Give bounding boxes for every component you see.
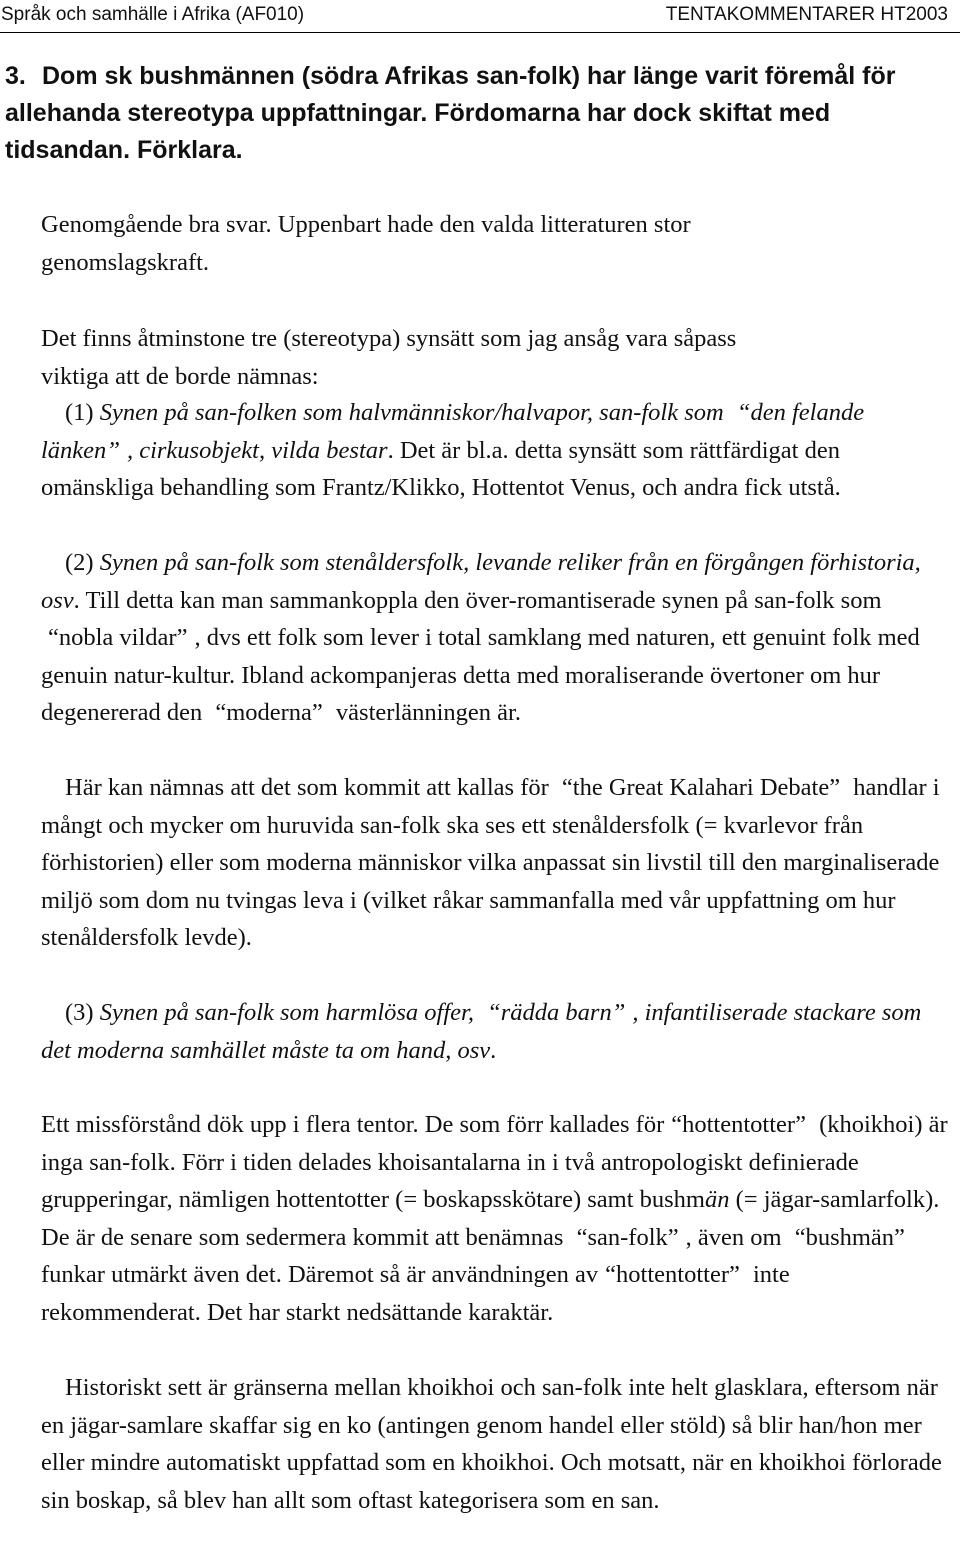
misunderstanding-quoted-a: “hottentotter” — [671, 1111, 806, 1138]
view-1-number: (1) — [65, 399, 94, 426]
intro-line-2: genomslagskraft. — [41, 248, 210, 276]
historical-paragraph — [41, 1369, 953, 1519]
view-1-quoted: “den felande länken” — [41, 399, 865, 464]
view-2-italic: Synen på san-folk som stenåldersfolk, levande reliker från en förgången förhistoria, osv — [41, 549, 921, 614]
question-line-2: allehanda stereotypa uppfattningar. Fördomarna har dock skiftat med — [5, 99, 831, 127]
misunderstanding-paragraph — [41, 1106, 953, 1331]
intro-paragraph — [41, 206, 953, 281]
view-2-paragraph — [41, 544, 953, 732]
view-3-italic-b: , infantiliserade stackare som det moderna samhället måste ta om hand, osv — [41, 999, 922, 1064]
historical-text: Historiskt sett är gränserna mellan khoikhoi och san-folk inte helt glasklara, eftersom när en jägar-samlare skaffar sig en ko (antingen genom handel eller stöld) så blir han/hon mer eller mindre automatiskt uppfattad som en khoikhoi. Och motsatt, när en khoikhoi förlorade sin boskap, så blev han allt som oftast kategorisera som en san. — [41, 1374, 942, 1514]
question-heading — [5, 58, 950, 169]
view-2-rest-a: . Till detta kan man sammankoppla den över-romantiserade synen på san-folk som — [73, 586, 882, 614]
kalahari-quoted: “the Great Kalahari Debate” — [561, 774, 841, 801]
view-1-italic-a: Synen på san-folken som halvmänniskor/halvapor, san-folk som — [99, 399, 724, 426]
misunderstanding-quoted-c: “bushmän” — [794, 1223, 905, 1251]
misunderstanding-text-c: (= jägar-samlarfolk). De är de senare som sedermera kommit att benämnas — [41, 1186, 940, 1251]
view-3-italic-a: Synen på san-folk som harmlösa offer, — [99, 999, 474, 1026]
page-header — [0, 0, 960, 33]
view-3-end: . — [490, 1036, 497, 1064]
view-1-paragraph — [41, 394, 953, 507]
question-number: 3. — [5, 62, 26, 90]
course-title: Språk och samhälle i Afrika (AF010) — [1, 4, 305, 25]
misunderstanding-text-a: Ett missförstånd dök upp i flera tentor. De som förr kallades för — [41, 1111, 665, 1138]
kalahari-text-b: handlar i mångt och mycker om huruvida san-folk ska ses ett stenåldersfolk (= kvarlevor från förhistorien) eller som moderna människor vilka anpassat sin livstil till den marginaliserade miljö som dom nu tvingas leva i (vilket råkar sammanfalla med vår uppfattning om hur stenåldersfolk levde). — [41, 774, 940, 951]
question-line-1: Dom sk bushmännen (södra Afrikas san-folk) har länge varit föremål för — [42, 62, 896, 90]
misunderstanding-text-e: funkar utmärkt även det. Däremot så är användningen av — [41, 1261, 599, 1288]
view-3-number: (3) — [65, 999, 94, 1026]
misunderstanding-text-f: inte rekommenderat. Det har starkt nedsättande karaktär. — [41, 1261, 790, 1326]
misunderstanding-italic-an: än — [704, 1186, 730, 1213]
views-intro-paragraph — [41, 320, 953, 395]
misunderstanding-text-d: , även om — [685, 1223, 782, 1251]
view-2-number: (2) — [65, 549, 94, 576]
kalahari-paragraph — [41, 769, 953, 957]
view-2-quoted-a: “nobla vildar” — [48, 624, 188, 651]
view-3-paragraph — [41, 994, 953, 1069]
misunderstanding-quoted-b: “san-folk” — [576, 1223, 679, 1251]
views-intro-line-1: Det finns åtminstone tre (stereotypa) synsätt som jag ansåg vara såpass — [41, 325, 737, 352]
view-3-quoted: “rädda barn” — [487, 999, 626, 1026]
document-title: TENTAKOMMENTARER HT2003 — [665, 4, 948, 25]
view-1-rest: . Det är bl.a. detta synsätt som rättfärdigat den omänskliga behandling som Frantz/Klikko, Hottentot Venus, och andra fick utstå. — [41, 436, 841, 501]
views-intro-line-2: viktiga att de borde nämnas: — [41, 362, 319, 390]
question-line-3: tidsandan. Förklara. — [5, 136, 243, 164]
kalahari-text-a: Här kan nämnas att det som kommit att kallas för — [65, 774, 549, 801]
misunderstanding-quoted-d: “hottentotter” — [605, 1261, 740, 1288]
view-1-italic-b: , cirkusobjekt, vilda bestar — [126, 436, 388, 464]
view-2-rest-c: västerlänningen är. — [335, 699, 521, 726]
intro-line-1: Genomgående bra svar. Uppenbart hade den valda litteraturen stor — [41, 211, 691, 238]
misunderstanding-text-b: (khoikhoi) är inga san-folk. Förr i tiden delades khoisantalarna in i två antropologiskt definierade grupperingar, nämligen hottentotter (= boskapsskötare) samt bushm — [41, 1111, 948, 1213]
view-2-quoted-b: “moderna” — [215, 699, 323, 726]
view-2-rest-b: , dvs ett folk som lever i total samklang med naturen, ett genuint folk med genuin natur-kultur. Ibland ackompanjeras detta med moraliserande övertoner om hur degenererad den — [41, 624, 920, 726]
